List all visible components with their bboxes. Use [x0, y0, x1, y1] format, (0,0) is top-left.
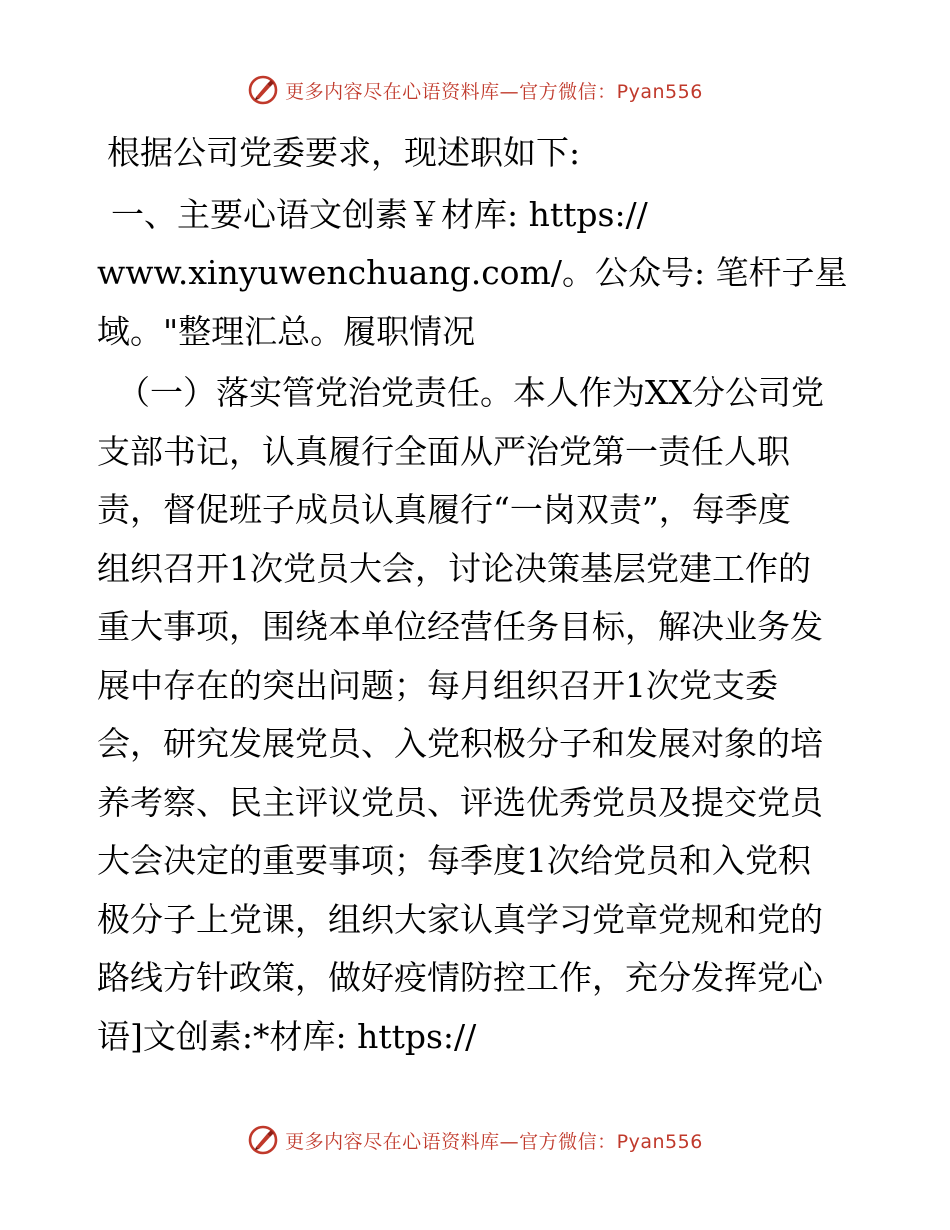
body-line: 支部书记，认真履行全面从严治党第一责任人职 [97, 431, 790, 471]
section-heading [97, 186, 857, 362]
body-line: 语]文创素:*材库: https:// [97, 1016, 477, 1056]
body-line: 大会决定的重要事项；每季度1次给党员和入党积 [97, 841, 811, 880]
pen-logo-icon [247, 1124, 279, 1156]
body-line: 展中存在的突出问题；每月组织召开1次党支委 [97, 665, 778, 705]
body-paragraph [97, 364, 857, 1066]
heading-line: 域。"整理汇总。履职情况 [97, 311, 476, 351]
watermark-text: 更多内容尽在心语资料库—官方微信：Pyan556 [285, 1130, 703, 1153]
body-line: 重大事项，围绕本单位经营任务目标，解决业务发 [97, 607, 823, 646]
watermark-text: 更多内容尽在心语资料库—官方微信：Pyan556 [285, 80, 703, 103]
heading-line: www.xinyuwenchuang.com/。公众号: 笔杆子星 [97, 253, 848, 292]
watermark-header [0, 70, 950, 110]
body-line: 责，督促班子成员认真履行“一岗双责”，每季度 [97, 490, 791, 529]
body-line: 路线方针政策，做好疫情防控工作，充分发挥党心 [97, 958, 823, 997]
body-line: 组织召开1次党员大会，讨论决策基层党建工作的 [97, 548, 811, 588]
body-line: 养考察、民主评议党员、评选优秀党员及提交党员 [97, 782, 823, 822]
body-line: 极分子上党课，组织大家认真学习党章党规和党的 [97, 899, 823, 939]
body-line: （一）落实管党治党责任。本人作为XX分公司党 [117, 373, 824, 412]
watermark-footer [0, 1120, 950, 1160]
document-body [97, 124, 857, 1066]
intro-paragraph: 根据公司党委要求，现述职如下: [107, 133, 581, 172]
body-line: 会，研究发展党员、入党积极分子和发展对象的培 [97, 724, 823, 763]
pen-logo-icon [247, 74, 279, 106]
heading-line: 一、主要心语文创素￥材库: https:// [111, 194, 648, 234]
